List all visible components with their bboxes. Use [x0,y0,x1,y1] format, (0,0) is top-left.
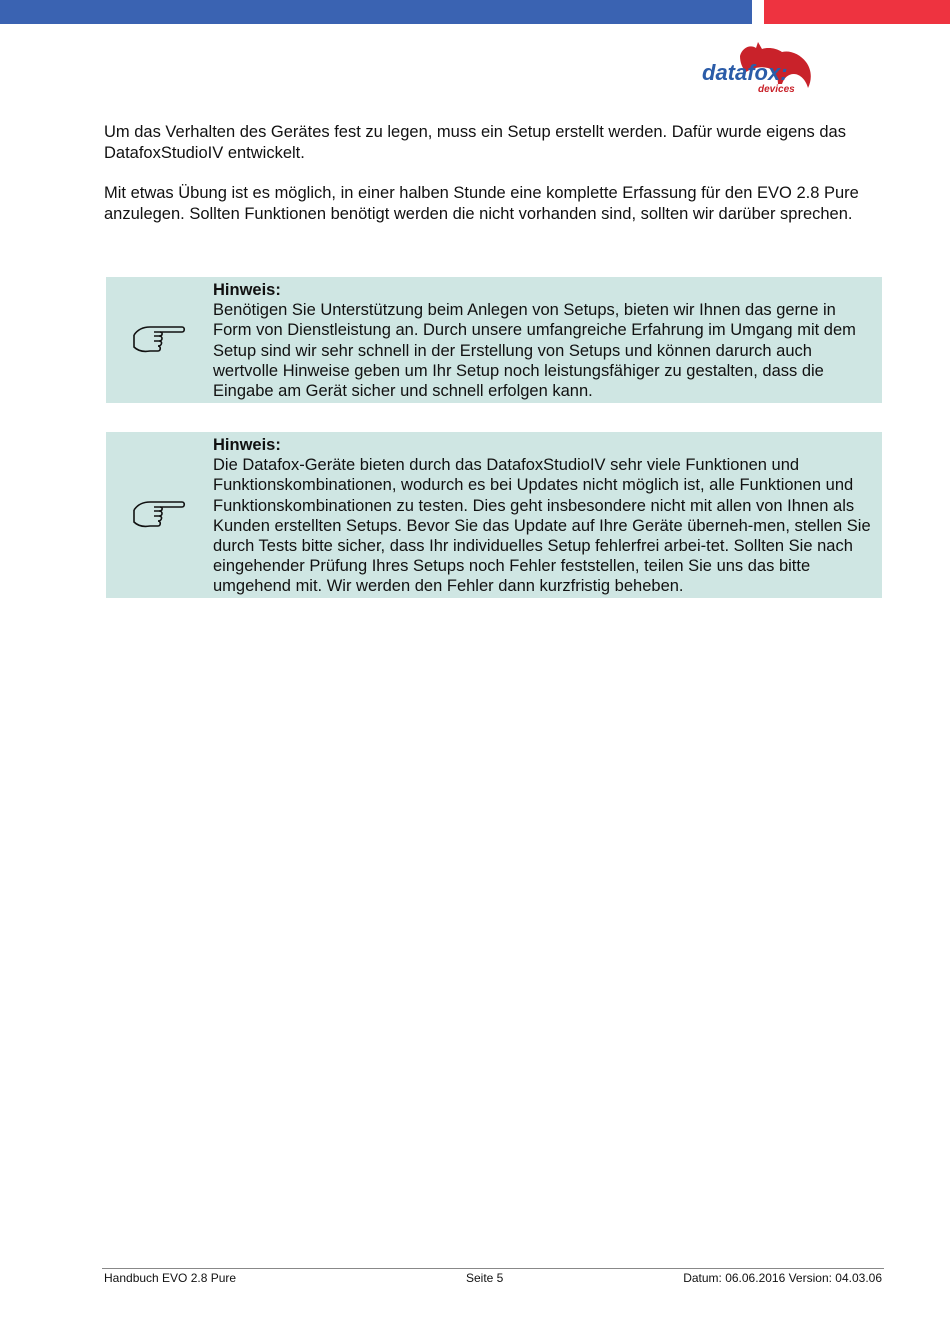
footer-page-number: Seite 5 [466,1271,504,1285]
pointing-hand-icon [132,494,186,530]
logo-wordmark: datafox: [702,60,788,85]
footer-date-version: Datum: 06.06.2016 Version: 04.03.06 [683,1271,882,1285]
hint-box-updates [106,432,882,598]
hint-title: Hinweis: [213,436,281,454]
hint-text-block [213,435,877,597]
hint-body: Benötigen Sie Unterstützung beim Anlegen von Setups, bieten wir Ihnen das gerne in Form von Dienstleistung an. Durch unsere umfangreiche Erfahrung im Umgang mit dem Setup sind wir sehr schnell in der Erstellung von Setups und können darurch auch wertvolle Hinweise geben um Ihr Setup noch leistungsfähiger zu gestalten, dass die Eingabe am Gerät sicher und schnell erfolgen kann. [213,301,856,401]
hint-box-support [106,277,882,403]
setup-paragraph: Mit etwas Übung ist es möglich, in einer halben Stunde eine komplette Erfassung für den EVO 2.8 Pure anzulegen. Sollten Funktionen benötigt werden die nicht vorhanden sind, sollten wir darüber sprechen. [104,184,859,223]
header-bar-blue [0,0,752,24]
footer-document-title: Handbuch EVO 2.8 Pure [104,1271,237,1285]
pointing-hand-icon [132,319,186,355]
hint-body: Die Datafox-Geräte bieten durch das DatafoxStudioIV sehr viele Funktionen und Funktionskombinationen, wodurch es bei Updates nicht möglich ist, alle Funktionen und Funktionskombinationen zu testen. Dies geht insbesondere nicht mit allen von Ihnen als Kunden erstellten Setups. Bevor Sie das Update auf Ihre Geräte überneh-men, stellen Sie durch Tests bitte sicher, dass Ihr individuelles Setup fehlerfrei arbei-tet. Sollten Sie nach eingehender Prüfung Ihres Setups noch Fehler feststellen, teilen Sie uns das bitte umgehend mit. Wir werden den Fehler dann kurzfristig beheben. [213,456,871,596]
logo-subtext: devices [758,84,795,95]
hint-text-block [213,280,877,401]
hint-title: Hinweis: [213,281,281,299]
footer-divider [102,1268,884,1269]
intro-paragraph: Um das Verhalten des Gerätes fest zu legen, muss ein Setup erstellt werden. Dafür wurde eigens das DatafoxStudioIV entwickelt. [104,123,846,162]
datafox-logo [696,40,820,98]
header-bar-red [764,0,950,24]
